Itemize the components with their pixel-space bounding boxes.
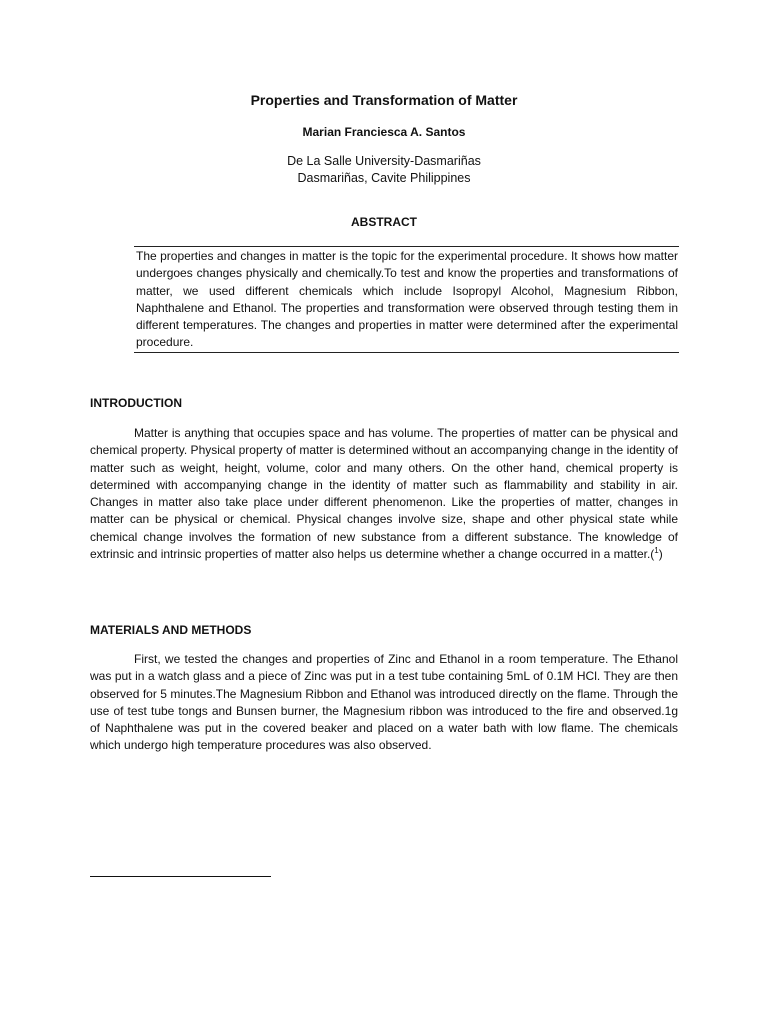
affiliation-line-2: Dasmariñas, Cavite Philippines: [297, 171, 471, 185]
abstract-text: The properties and changes in matter is the topic for the experimental procedure. It shows how matter undergoes changes physically and chemically.To test and know the properties and transformations of matter, we used different chemicals which include Isopropyl Alcohol, Magnesium Ribbon, Naphthalene and Ethanol. The properties and transformation were observed through testing them in different temperatures. The changes and properties in matter were determined after the experimental procedure.: [136, 249, 678, 350]
abstract-heading: ABSTRACT: [351, 215, 417, 229]
introduction-text-end: ): [658, 547, 663, 562]
introduction-heading: INTRODUCTION: [90, 396, 182, 410]
abstract-bottom-rule: [134, 352, 679, 353]
paper-title: Properties and Transformation of Matter: [250, 92, 518, 108]
methods-heading: MATERIALS AND METHODS: [90, 623, 252, 637]
footnote-separator: [90, 876, 271, 877]
abstract-top-rule: [134, 246, 679, 247]
affiliation-line-1: De La Salle University-Dasmariñas: [287, 154, 481, 168]
introduction-paragraph: [90, 425, 678, 563]
citation-superscript: 1: [654, 546, 659, 556]
introduction-text: Matter is anything that occupies space and has volume. The properties of matter can be physical and chemical property. Physical property of matter is determined without an accompanying change in the identity of matter such as weight, height, volume, color and many others. On the other hand, chemical property is determined with accompanying change in the identity of matter such as flammability and stability in air. Changes in matter also take place under different phenomenon. Like the properties of matter, changes in matter can be physical or chemical. Physical changes involve size, shape and other physical state while chemical change involves the formation of new substance from a different substance. The knowledge of extrinsic and intrinsic properties of matter also helps us determine whether a change occurred in a matter.(: [90, 426, 678, 562]
author-name: Marian Franciesca A. Santos: [302, 125, 466, 139]
methods-paragraph: First, we tested the changes and properties of Zinc and Ethanol in a room temperature. The Ethanol was put in a watch glass and a piece of Zinc was put in a test tube containing 5mL of 0.1M HCl. They are then observed for 5 minutes.The Magnesium Ribbon and Ethanol was introduced directly on the flame. Through the use of test tube tongs and Bunsen burner, the Magnesium ribbon was introduced to the fire and observed.1g of Naphthalene was put in the covered beaker and placed on a water bath with low flame. The chemicals which undergo high temperature procedures was also observed.: [90, 652, 678, 753]
